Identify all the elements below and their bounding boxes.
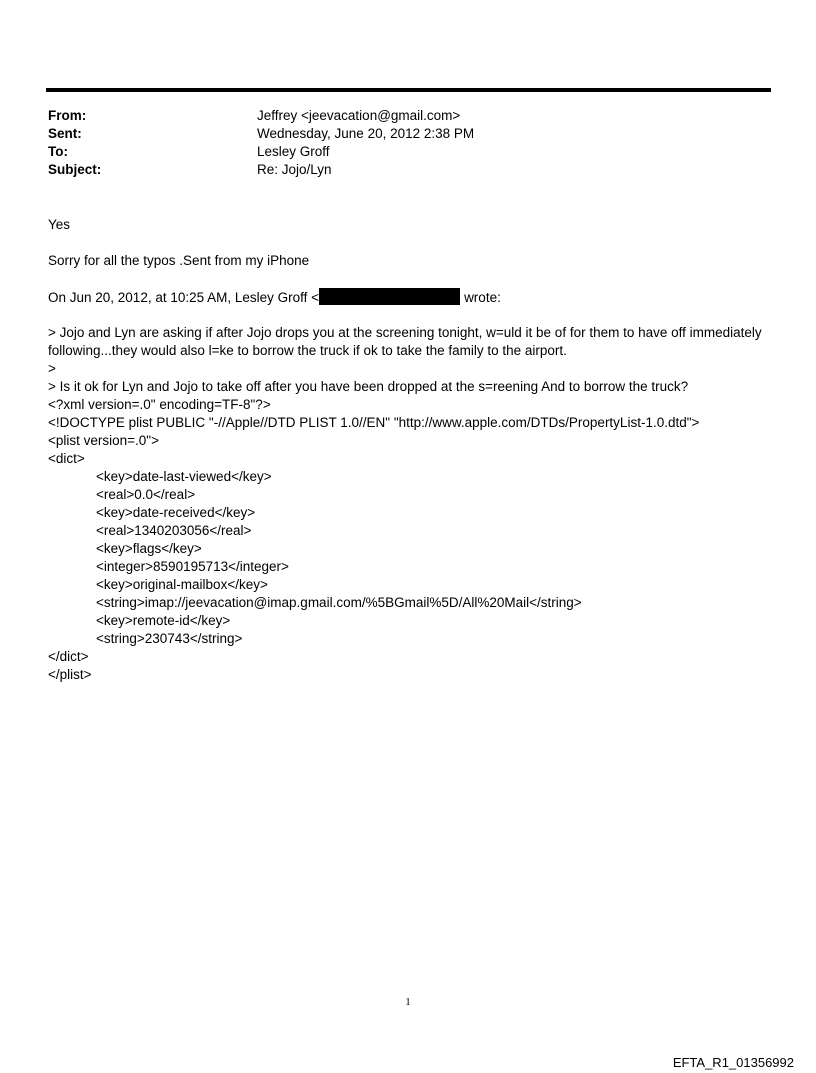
sent-row [48,125,748,143]
document-id: EFTA_R1_01356992 [672,1055,794,1070]
subject-row [48,161,748,179]
from-value: Jeffrey <jeevacation@gmail.com> [257,108,461,123]
dict-line: <key>original-mailbox</key> [96,577,268,592]
page-number: 1 [405,996,411,1008]
email-header [48,107,748,179]
reply-text: Yes [48,217,71,232]
subject-value: Re: Jojo/Lyn [257,162,332,177]
closing-line: </plist> [48,667,92,682]
to-row [48,143,748,161]
quoted-paragraph-2: > [48,361,56,376]
signature-text: Sorry for all the typos .Sent from my iPhone [48,253,310,268]
sent-value: Wednesday, June 20, 2012 2:38 PM [257,126,475,141]
email-body [48,216,778,684]
xml-line: <?xml version=.0" encoding=TF-8"?> [48,397,271,412]
dict-line: <key>remote-id</key> [96,613,231,628]
quoted-paragraph-3: > Is it ok for Lyn and Jojo to take off after you have been dropped at the s=reening And to borrow the truck? [48,379,689,394]
dict-line: <string>imap://jeevacation@imap.gmail.com/%5BGmail%5D/All%20Mail</string> [96,595,582,610]
dict-line: <key>flags</key> [96,541,202,556]
dict-line: <string>230743</string> [96,631,243,646]
redaction-block [319,288,460,305]
quote-intro-wrote: wrote: [464,290,501,305]
to-label: To: [48,144,68,159]
xml-line: <!DOCTYPE plist PUBLIC "-//Apple//DTD PLIST 1.0//EN" "http://www.apple.com/DTDs/PropertyList-1.0.dtd"> [48,415,700,430]
from-label: From: [48,108,87,123]
dict-line: <key>date-received</key> [96,505,256,520]
subject-label: Subject: [48,162,102,177]
dict-line: <key>date-last-viewed</key> [96,469,272,484]
dict-line: <real>0.0</real> [96,487,196,502]
to-value: Lesley Groff [257,144,330,159]
from-row [48,107,748,125]
dict-line: <real>1340203056</real> [96,523,252,538]
closing-line: </dict> [48,649,89,664]
sent-label: Sent: [48,126,82,141]
quote-intro [48,288,778,306]
xml-line: <plist version=.0"> [48,433,159,448]
dict-line: <integer>8590195713</integer> [96,559,289,574]
header-divider [46,88,771,92]
quote-intro-text: On Jun 20, 2012, at 10:25 AM, Lesley Groff < [48,290,320,305]
xml-line: <dict> [48,451,85,466]
quoted-paragraph-1: > Jojo and Lyn are asking if after Jojo drops you at the screening tonight, w=uld it be of for them to have off immediately following...they would also l=ke to borrow the truck if ok to take the family to the airport. [48,325,762,358]
